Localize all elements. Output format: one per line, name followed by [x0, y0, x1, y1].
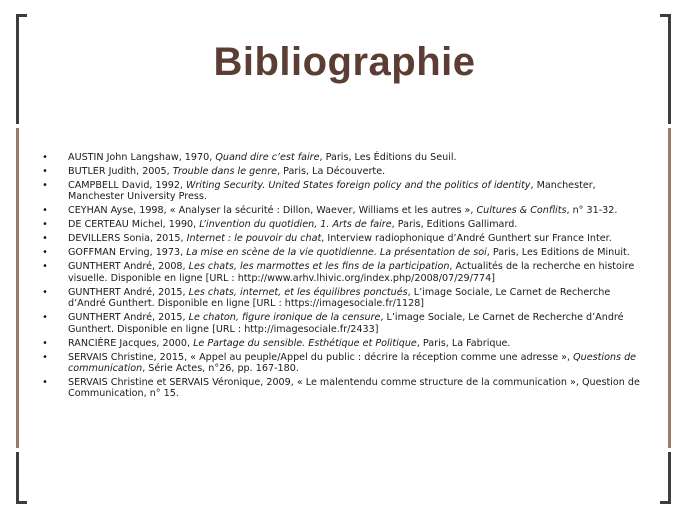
bullet-icon: • — [42, 286, 48, 298]
entry-text: GUNTHERT André, 2015, — [68, 286, 189, 298]
bullet-icon: • — [42, 312, 48, 324]
bibliography-entry — [40, 152, 650, 163]
slide-title: Bibliographie — [213, 40, 476, 84]
entry-text: GUNTHERT André, 2008, — [68, 261, 189, 273]
entry-text: CAMPBELL David, 1992, — [68, 180, 187, 191]
bullet-icon: • — [42, 377, 48, 389]
frame-accent-bar-left — [16, 128, 19, 448]
bibliography-entry — [40, 352, 650, 375]
bibliography-entry — [40, 338, 650, 349]
entry-title-text: Questions de communication — [68, 351, 637, 375]
entry-text: BUTLER Judith, 2005, — [68, 166, 173, 177]
bibliography-entry — [40, 205, 650, 216]
frame-bracket-bottom-right — [660, 452, 671, 504]
frame-accent-bar-right — [668, 128, 671, 448]
entry-text: SERVAIS Christine et SERVAIS Véronique, 2009, « Le malentendu comme structure de la communication », Question de Communication, n° 15. — [68, 377, 640, 400]
entry-title-text: La mise en scène de la vie quotidienne. La présentation de soi — [186, 247, 487, 259]
entry-title-text: Trouble dans le genre — [172, 166, 278, 177]
bullet-icon: • — [42, 247, 48, 259]
entry-text: , Série Actes, n°26, pp. 167-180. — [142, 363, 299, 375]
bibliography-entry — [40, 166, 650, 177]
entry-title-text: Le Partage du sensible. Esthétique et Politique — [193, 337, 417, 349]
bibliography-entry — [40, 312, 650, 335]
entry-text: , Paris, La Découverte. — [277, 166, 386, 177]
entry-text: DEVILLERS Sonia, 2015, — [68, 233, 187, 245]
entry-text: , Paris, La Fabrique. — [416, 337, 511, 349]
entry-text: , Paris, Les Éditions du Seuil. — [319, 152, 457, 163]
entry-text: , Manchester, Manchester University Press. — [68, 180, 596, 203]
entry-text: DE CERTEAU Michel, 1990, — [68, 219, 200, 231]
entry-title-text: Les chats, internet, et les équilibres ponctués — [188, 286, 408, 298]
entry-title-text: Les chats, les marmottes et les fins de la participation — [188, 261, 450, 273]
entry-text: AUSTIN John Langshaw, 1970, — [68, 152, 216, 163]
bibliography-entry — [40, 219, 650, 230]
bullet-icon: • — [42, 152, 48, 163]
entry-text: , Paris, Editions Gallimard. — [391, 219, 518, 231]
bullet-icon: • — [42, 233, 48, 245]
entry-title-text: Le chaton, figure ironique de la censure — [188, 312, 381, 324]
bibliography-entry — [40, 287, 650, 310]
entry-text: RANCIÈRE Jacques, 2000, — [68, 337, 194, 349]
bullet-icon: • — [42, 180, 48, 191]
entry-text: , L’image Sociale, Le Carnet de Recherche d’André Gunthert. Disponible en ligne [URL : http://imagesociale.fr/2433] — [68, 312, 624, 335]
entry-title-text: Internet : le pouvoir du chat — [186, 233, 322, 245]
frame-bracket-bottom-left — [16, 452, 27, 504]
bullet-icon: • — [42, 261, 48, 273]
entry-text: GUNTHERT André, 2015, — [68, 312, 189, 324]
bibliography-entry — [40, 247, 650, 258]
bullet-icon: • — [42, 205, 48, 217]
entry-title-text: Quand dire c’est faire — [215, 152, 320, 163]
entry-text: , Interview radiophonique d’André Gunthert sur France Inter. — [321, 233, 612, 245]
entry-title-text: Cultures & Conflits — [476, 205, 567, 217]
bullet-icon: • — [42, 351, 48, 363]
entry-text: CEYHAN Ayse, 1998, « Analyser la sécurité : Dillon, Waever, Williams et les autres », — [68, 205, 477, 217]
bullet-icon: • — [42, 219, 48, 231]
bibliography-entry — [40, 377, 650, 400]
entry-title-text: Writing Security. United States foreign policy and the politics of identity — [186, 180, 531, 191]
entry-text: , n° 31-32. — [566, 205, 618, 217]
entry-text: , L’image Sociale, Le Carnet de Recherche d’André Gunthert. Disponible en ligne [URL : https://imagesociale.fr/1128] — [68, 286, 611, 310]
entry-text: , Actualités de la recherche en histoire visuelle. Disponible en ligne [URL : http://www.arhv.lhivic.org/index.php/2008/07/29/774] — [68, 261, 635, 284]
bibliography-entry — [40, 233, 650, 244]
bibliography-list — [40, 152, 650, 402]
entry-text: GOFFMAN Erving, 1973, — [68, 247, 187, 259]
bullet-icon: • — [42, 166, 48, 177]
entry-title-text: L’invention du quotidien, 1. Arts de faire — [199, 219, 392, 231]
entry-text: SERVAIS Christine, 2015, « Appel au peuple/Appel du public : décrire la réception comme une adresse », — [68, 351, 574, 363]
bibliography-entry — [40, 180, 650, 203]
bullet-icon: • — [42, 337, 48, 349]
bibliography-entry — [40, 261, 650, 284]
entry-text: , Paris, Les Editions de Minuit. — [486, 247, 630, 259]
